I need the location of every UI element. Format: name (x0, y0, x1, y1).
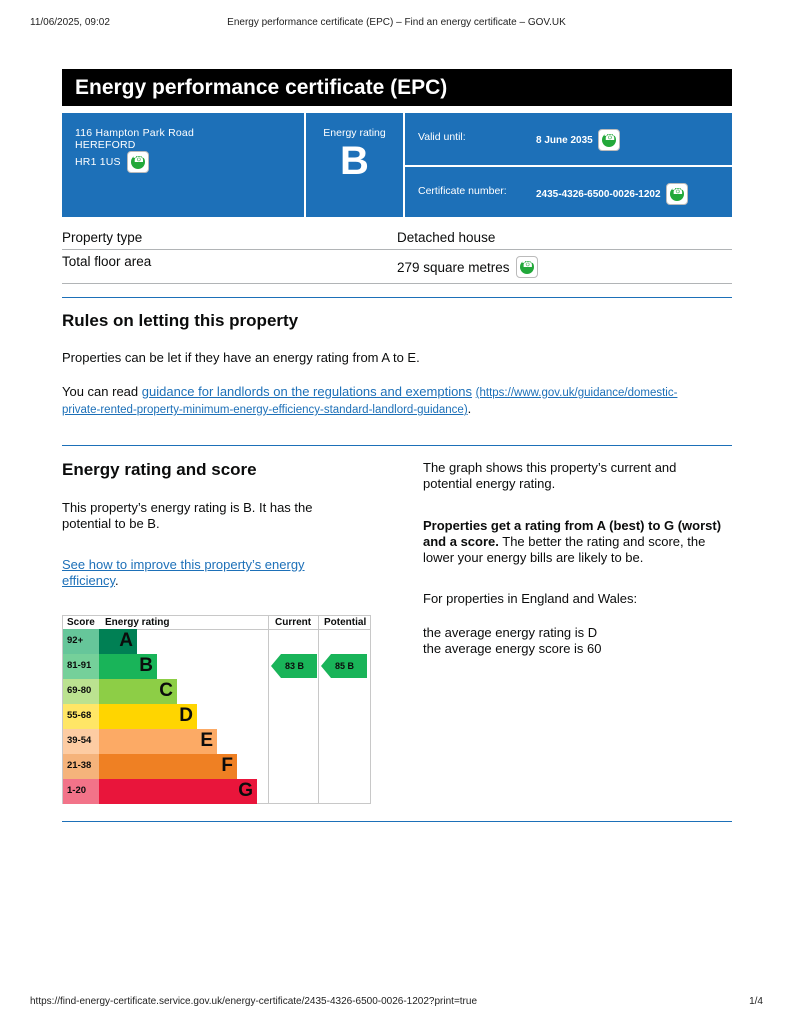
section-divider (62, 821, 732, 822)
band-score-range: 55-68 (63, 704, 99, 729)
rating-scale-explanation (423, 518, 721, 566)
valid-until-value: 8 June 2035 (536, 134, 593, 146)
band-bar (99, 754, 237, 779)
floor-area-row (62, 254, 732, 284)
band-bar (99, 704, 197, 729)
energy-rating-label: Energy rating (323, 127, 386, 139)
improve-efficiency-link-line2[interactable]: efficiency (62, 573, 115, 588)
band-letter: D (179, 705, 193, 726)
phone-icon[interactable] (127, 151, 149, 173)
graph-explanation (423, 460, 676, 492)
energy-rating-value: B (340, 139, 369, 183)
letting-heading: Rules on letting this property (62, 311, 299, 330)
property-type-value: Detached house (397, 230, 496, 245)
current-rating-arrow-label: 83 B (285, 661, 305, 671)
band-letter: E (200, 730, 213, 751)
letting-para1: Properties can be let if they have an energy rating from A to E. (62, 350, 420, 365)
print-page-title: Energy performance certificate (EPC) – Find an energy certificate – GOV.UK (227, 17, 566, 28)
address-line1: 116 Hampton Park Road (75, 127, 194, 139)
graph-explanation-line1: The graph shows this property’s current and (423, 460, 677, 475)
band-letter: B (139, 655, 153, 676)
england-wales-text: For properties in England and Wales: (423, 591, 638, 606)
section-divider (62, 445, 732, 446)
floor-area-label: Total floor area (62, 254, 152, 269)
property-type-label: Property type (62, 230, 143, 245)
certificate-number-panel (405, 167, 732, 217)
valid-until-label: Valid until: (418, 131, 466, 143)
graph-column-divider (268, 616, 269, 803)
rating-para1-line1: This property’s energy rating is B. It has the (62, 500, 313, 515)
graph-explanation-line2: potential energy rating. (423, 476, 556, 491)
band-score-range: 69-80 (63, 679, 99, 704)
average-figures (423, 625, 602, 657)
energy-rating-graph (62, 615, 371, 804)
average-score: the average energy score is 60 (423, 641, 602, 656)
address-panel (62, 113, 304, 217)
phone-icon[interactable] (598, 129, 620, 151)
band-bar (99, 654, 157, 679)
page-title: Energy performance certificate (EPC) (62, 69, 732, 106)
landlord-guidance-link[interactable]: guidance for landlords on the regulations and exemptions (141, 384, 473, 399)
phone-icon[interactable] (516, 256, 538, 278)
band-bar (99, 679, 177, 704)
band-bar (99, 629, 137, 654)
rating-scale-bold1: Properties get a rating from A (best) to G (worst) (423, 518, 722, 533)
rating-heading: Energy rating and score (62, 460, 257, 479)
print-datetime: 11/06/2025, 09:02 (30, 17, 110, 28)
graph-header-score: Score (67, 617, 95, 628)
band-score-range: 21-38 (63, 754, 99, 779)
address-postcode: HR1 1US (75, 156, 121, 168)
graph-header-current: Current (275, 617, 312, 628)
rating-scale-rest1: The better the rating and score, the (498, 534, 706, 549)
floor-area-value: 279 square metres (397, 259, 510, 275)
landlord-guidance-url-line2[interactable]: private-rented-property-minimum-energy-efficiency-standard-landlord-guidance) (62, 404, 468, 416)
phone-icon[interactable] (666, 183, 688, 205)
rating-scale-rest2: lower your energy bills are likely to be. (423, 550, 644, 565)
graph-header-rating: Energy rating (105, 617, 170, 628)
letting-para2-suffix: . (467, 401, 472, 416)
rating-scale-bold2: and a score. (423, 534, 499, 549)
address-line2: HEREFORD (75, 139, 136, 151)
energy-rating-panel (306, 113, 403, 217)
valid-until-panel (405, 113, 732, 165)
band-bar (99, 779, 257, 804)
property-type-row (62, 230, 732, 250)
print-url: https://find-energy-certificate.service.gov.uk/energy-certificate/2435-4326-6500-0026-1202?print=true (30, 996, 478, 1007)
average-rating: the average energy rating is D (423, 625, 598, 640)
band-score-range: 1-20 (63, 779, 99, 804)
improve-link-suffix: . (115, 573, 119, 588)
band-letter: F (221, 755, 233, 776)
rating-para1 (62, 500, 313, 532)
band-letter: G (238, 780, 253, 801)
band-score-range: 92+ (63, 629, 99, 654)
improve-efficiency-link-line1[interactable]: See how to improve this property’s energy (62, 557, 305, 572)
section-divider (62, 297, 732, 298)
print-page-number: 1/4 (749, 996, 763, 1007)
graph-header-potential: Potential (324, 617, 367, 628)
certificate-number-value: 2435-4326-6500-0026-1202 (536, 188, 661, 200)
improve-link-para (62, 557, 305, 589)
band-score-range: 39-54 (63, 729, 99, 754)
rating-para1-line2: potential to be B. (62, 516, 160, 531)
letting-para2 (62, 384, 732, 418)
certificate-number-label: Certificate number: (418, 185, 507, 197)
band-score-range: 81-91 (63, 654, 99, 679)
potential-rating-arrow-label: 85 B (335, 661, 355, 671)
graph-column-divider (318, 616, 319, 803)
letting-para2-prefix: You can read (62, 384, 142, 399)
band-letter: A (119, 630, 133, 651)
band-letter: C (159, 680, 173, 701)
landlord-guidance-url-line1[interactable]: (https://www.gov.uk/guidance/domestic- (475, 387, 678, 399)
band-bar (99, 729, 217, 754)
